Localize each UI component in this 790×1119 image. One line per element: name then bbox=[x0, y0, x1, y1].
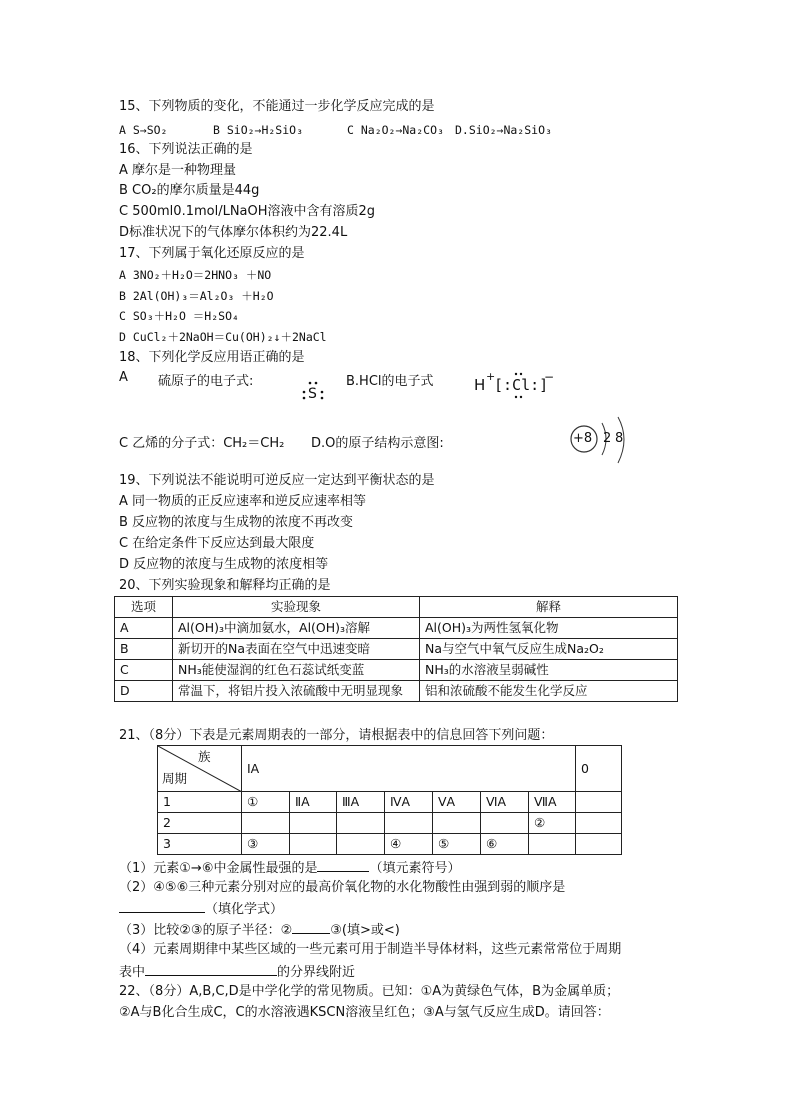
element-1-marker: ① bbox=[242, 792, 290, 813]
sulfur-symbol: S bbox=[308, 386, 317, 402]
sulfur-electron-dot-formula bbox=[300, 380, 326, 410]
oxygen-atom-structure-diagram bbox=[568, 413, 638, 469]
table-row bbox=[158, 792, 622, 813]
element-6-marker: ⑥ bbox=[481, 834, 529, 855]
q21-subquestion-4-line2 bbox=[119, 962, 355, 982]
hcl-h-charge: + bbox=[486, 370, 496, 383]
q15-option-c: C Na₂O₂→Na₂CO₃ bbox=[347, 123, 444, 137]
hcl-cl-charge: − bbox=[544, 370, 555, 384]
period-3-label: 3 bbox=[158, 834, 242, 855]
table-row bbox=[115, 660, 678, 681]
q16-option-d: D标准状况下的气体摩尔体积约为22.4L bbox=[119, 225, 348, 240]
element-5-marker: ⑤ bbox=[433, 834, 481, 855]
q15-option-d: D.SiO₂→Na₂SiO₃ bbox=[455, 123, 552, 137]
q20-row-b-phenomenon: 新切开的Na表面在空气中迅速变暗 bbox=[173, 639, 420, 660]
periodic-table-fragment bbox=[157, 745, 622, 855]
q18-option-d: D.O的原子结构示意图: bbox=[311, 436, 444, 451]
q21-subquestion-4: （4）元素周期律中某些区域的一些元素可用于制造半导体材料，这些元素常常位于周期 bbox=[119, 942, 622, 957]
q21-subquestion-3 bbox=[119, 920, 400, 940]
q18-title: 18、下列化学反应用语正确的是 bbox=[119, 350, 305, 365]
group-4a-header: ⅣA bbox=[385, 792, 433, 813]
period-1-label: 1 bbox=[158, 792, 242, 813]
q19-option-c: C 在给定条件下反应达到最大限度 bbox=[119, 536, 315, 551]
table-row bbox=[115, 681, 678, 702]
group-5a-header: ⅤA bbox=[433, 792, 481, 813]
q19-title: 19、下列说法不能说明可逆反应一定达到平衡状态的是 bbox=[119, 473, 435, 488]
q21-s1-hint: （填元素符号） bbox=[369, 861, 461, 876]
q17-option-d: D CuCl₂＋2NaOH＝Cu(OH)₂↓＋2NaCl bbox=[119, 330, 327, 344]
q21-title: 21、（8分）下表是元素周期表的一部分，请根据表中的信息回答下列问题： bbox=[119, 728, 554, 743]
q17-option-a: A 3NO₂＋H₂O＝2HNO₃ ＋NO bbox=[119, 268, 272, 282]
q20-header-phenomenon: 实验现象 bbox=[173, 597, 420, 618]
q19-option-b: B 反应物的浓度与生成物的浓度不再改变 bbox=[119, 515, 354, 530]
q20-table bbox=[114, 596, 678, 702]
q20-row-c-explanation: NH₃的水溶液呈弱碱性 bbox=[420, 660, 678, 681]
q21-s1-answer-blank[interactable] bbox=[317, 858, 369, 872]
q20-header-explanation: 解释 bbox=[420, 597, 678, 618]
q20-row-c-option: C bbox=[115, 660, 173, 681]
q19-option-a: A 同一物质的正反应速率和逆反应速率相等 bbox=[119, 494, 367, 509]
q20-row-d-explanation: 铝和浓硫酸不能发生化学反应 bbox=[420, 681, 678, 702]
element-2-marker: ② bbox=[529, 813, 576, 834]
q21-subquestion-1 bbox=[119, 858, 461, 878]
group-2a-header: ⅡA bbox=[290, 792, 337, 813]
q20-row-c-phenomenon: NH₃能使湿润的红色石蕊试纸变蓝 bbox=[173, 660, 420, 681]
q18-option-b-text: B.HCl的电子式 bbox=[346, 374, 434, 389]
q18-option-a-text: 硫原子的电子式: bbox=[158, 374, 254, 389]
q21-s1-text: （1）元素①→⑥中金属性最强的是 bbox=[119, 861, 318, 876]
q20-row-d-phenomenon: 常温下，将铝片投入浓硫酸中无明显现象 bbox=[173, 681, 420, 702]
element-4-marker: ④ bbox=[385, 834, 433, 855]
element-3-marker: ③ bbox=[242, 834, 290, 855]
q21-s4-suffix: 的分界线附近 bbox=[277, 965, 356, 980]
group-0-header: 0 bbox=[576, 746, 622, 792]
q21-s2-hint: （填化学式） bbox=[205, 902, 284, 917]
group-7a-header: ⅦA bbox=[529, 792, 576, 813]
q21-subquestion-2-answer-line bbox=[119, 899, 283, 919]
hcl-h: H bbox=[474, 376, 486, 394]
q20-row-a-phenomenon: Al(OH)₃中滴加氨水，Al(OH)₃溶解 bbox=[173, 618, 420, 639]
hcl-electron-dots bbox=[510, 370, 540, 400]
hcl-electron-formula bbox=[474, 370, 564, 400]
q20-row-b-option: B bbox=[115, 639, 173, 660]
periodic-corner-cell bbox=[158, 746, 242, 792]
q19-option-d: D 反应物的浓度与生成物的浓度相等 bbox=[119, 557, 329, 572]
q21-s3-answer-blank[interactable] bbox=[292, 920, 330, 934]
q16-option-a: A 摩尔是一种物理量 bbox=[119, 163, 237, 178]
hcl-cl-bracket: [:Cl:] bbox=[494, 376, 549, 394]
q15-option-a: A S→SO₂ bbox=[119, 123, 168, 137]
q22-title: 22、（8分）A,B,C,D是中学化学的常见物质。已知：①A为黄绿色气体，B为金属单质； bbox=[119, 984, 620, 999]
q17-title: 17、下列属于氧化还原反应的是 bbox=[119, 246, 305, 261]
q20-title: 20、下列实验现象和解释均正确的是 bbox=[119, 578, 331, 593]
q17-option-b: B 2Al(OH)₃＝Al₂O₃ ＋H₂O bbox=[119, 289, 274, 303]
table-row bbox=[158, 834, 622, 855]
shell-1-electrons: 2 bbox=[603, 431, 612, 446]
group-6a-header: ⅥA bbox=[481, 792, 529, 813]
q18-option-c: C 乙烯的分子式：CH₂＝CH₂ bbox=[119, 436, 285, 451]
table-row bbox=[115, 618, 678, 639]
q20-row-a-option: A bbox=[115, 618, 173, 639]
q15-title: 15、下列物质的变化，不能通过一步化学反应完成的是 bbox=[119, 99, 435, 114]
period-2-label: 2 bbox=[158, 813, 242, 834]
corner-period-label: 周期 bbox=[162, 771, 188, 786]
q16-option-b: B CO₂的摩尔质量是44g bbox=[119, 183, 260, 198]
q20-row-d-option: D bbox=[115, 681, 173, 702]
q21-s2-answer-blank[interactable] bbox=[119, 899, 205, 913]
corner-group-label: 族 bbox=[198, 749, 211, 764]
q20-row-a-explanation: Al(OH)₃为两性氢氧化物 bbox=[420, 618, 678, 639]
q21-subquestion-2: （2）④⑤⑥三种元素分别对应的最高价氧化物的水化物酸性由强到弱的顺序是 bbox=[119, 880, 566, 895]
q21-s3-text: （3）比较②③的原子半径：② bbox=[119, 923, 293, 938]
periodic-header-row bbox=[158, 746, 622, 792]
q20-row-b-explanation: Na与空气中氧气反应生成Na₂O₂ bbox=[420, 639, 678, 660]
q20-header-row bbox=[115, 597, 678, 618]
q17-option-c: C SO₃＋H₂O ＝H₂SO₄ bbox=[119, 309, 239, 323]
group-3a-header: ⅢA bbox=[337, 792, 385, 813]
q20-header-option: 选项 bbox=[115, 597, 173, 618]
q22-line-2: ②A与B化合生成C，C的水溶液遇KSCN溶液呈红色；③A与氢气反应生成D。请回答： bbox=[119, 1005, 610, 1020]
q21-s4-prefix: 表中 bbox=[119, 965, 146, 980]
table-row bbox=[115, 639, 678, 660]
q15-option-b: B SiO₂→H₂SiO₃ bbox=[213, 123, 304, 137]
q18-option-a-label: A bbox=[119, 370, 128, 385]
group-1a-header: ⅠA bbox=[242, 746, 290, 792]
shell-2-electrons: 8 bbox=[615, 431, 624, 446]
table-row bbox=[158, 813, 622, 834]
q16-option-c: C 500ml0.1mol/LNaOH溶液中含有溶质2g bbox=[119, 204, 376, 219]
q21-s4-answer-blank[interactable] bbox=[145, 962, 277, 976]
q16-title: 16、下列说法正确的是 bbox=[119, 142, 253, 157]
nucleus-charge: +8 bbox=[573, 431, 593, 446]
q21-s3-hint: ③(填>或<) bbox=[330, 923, 400, 938]
